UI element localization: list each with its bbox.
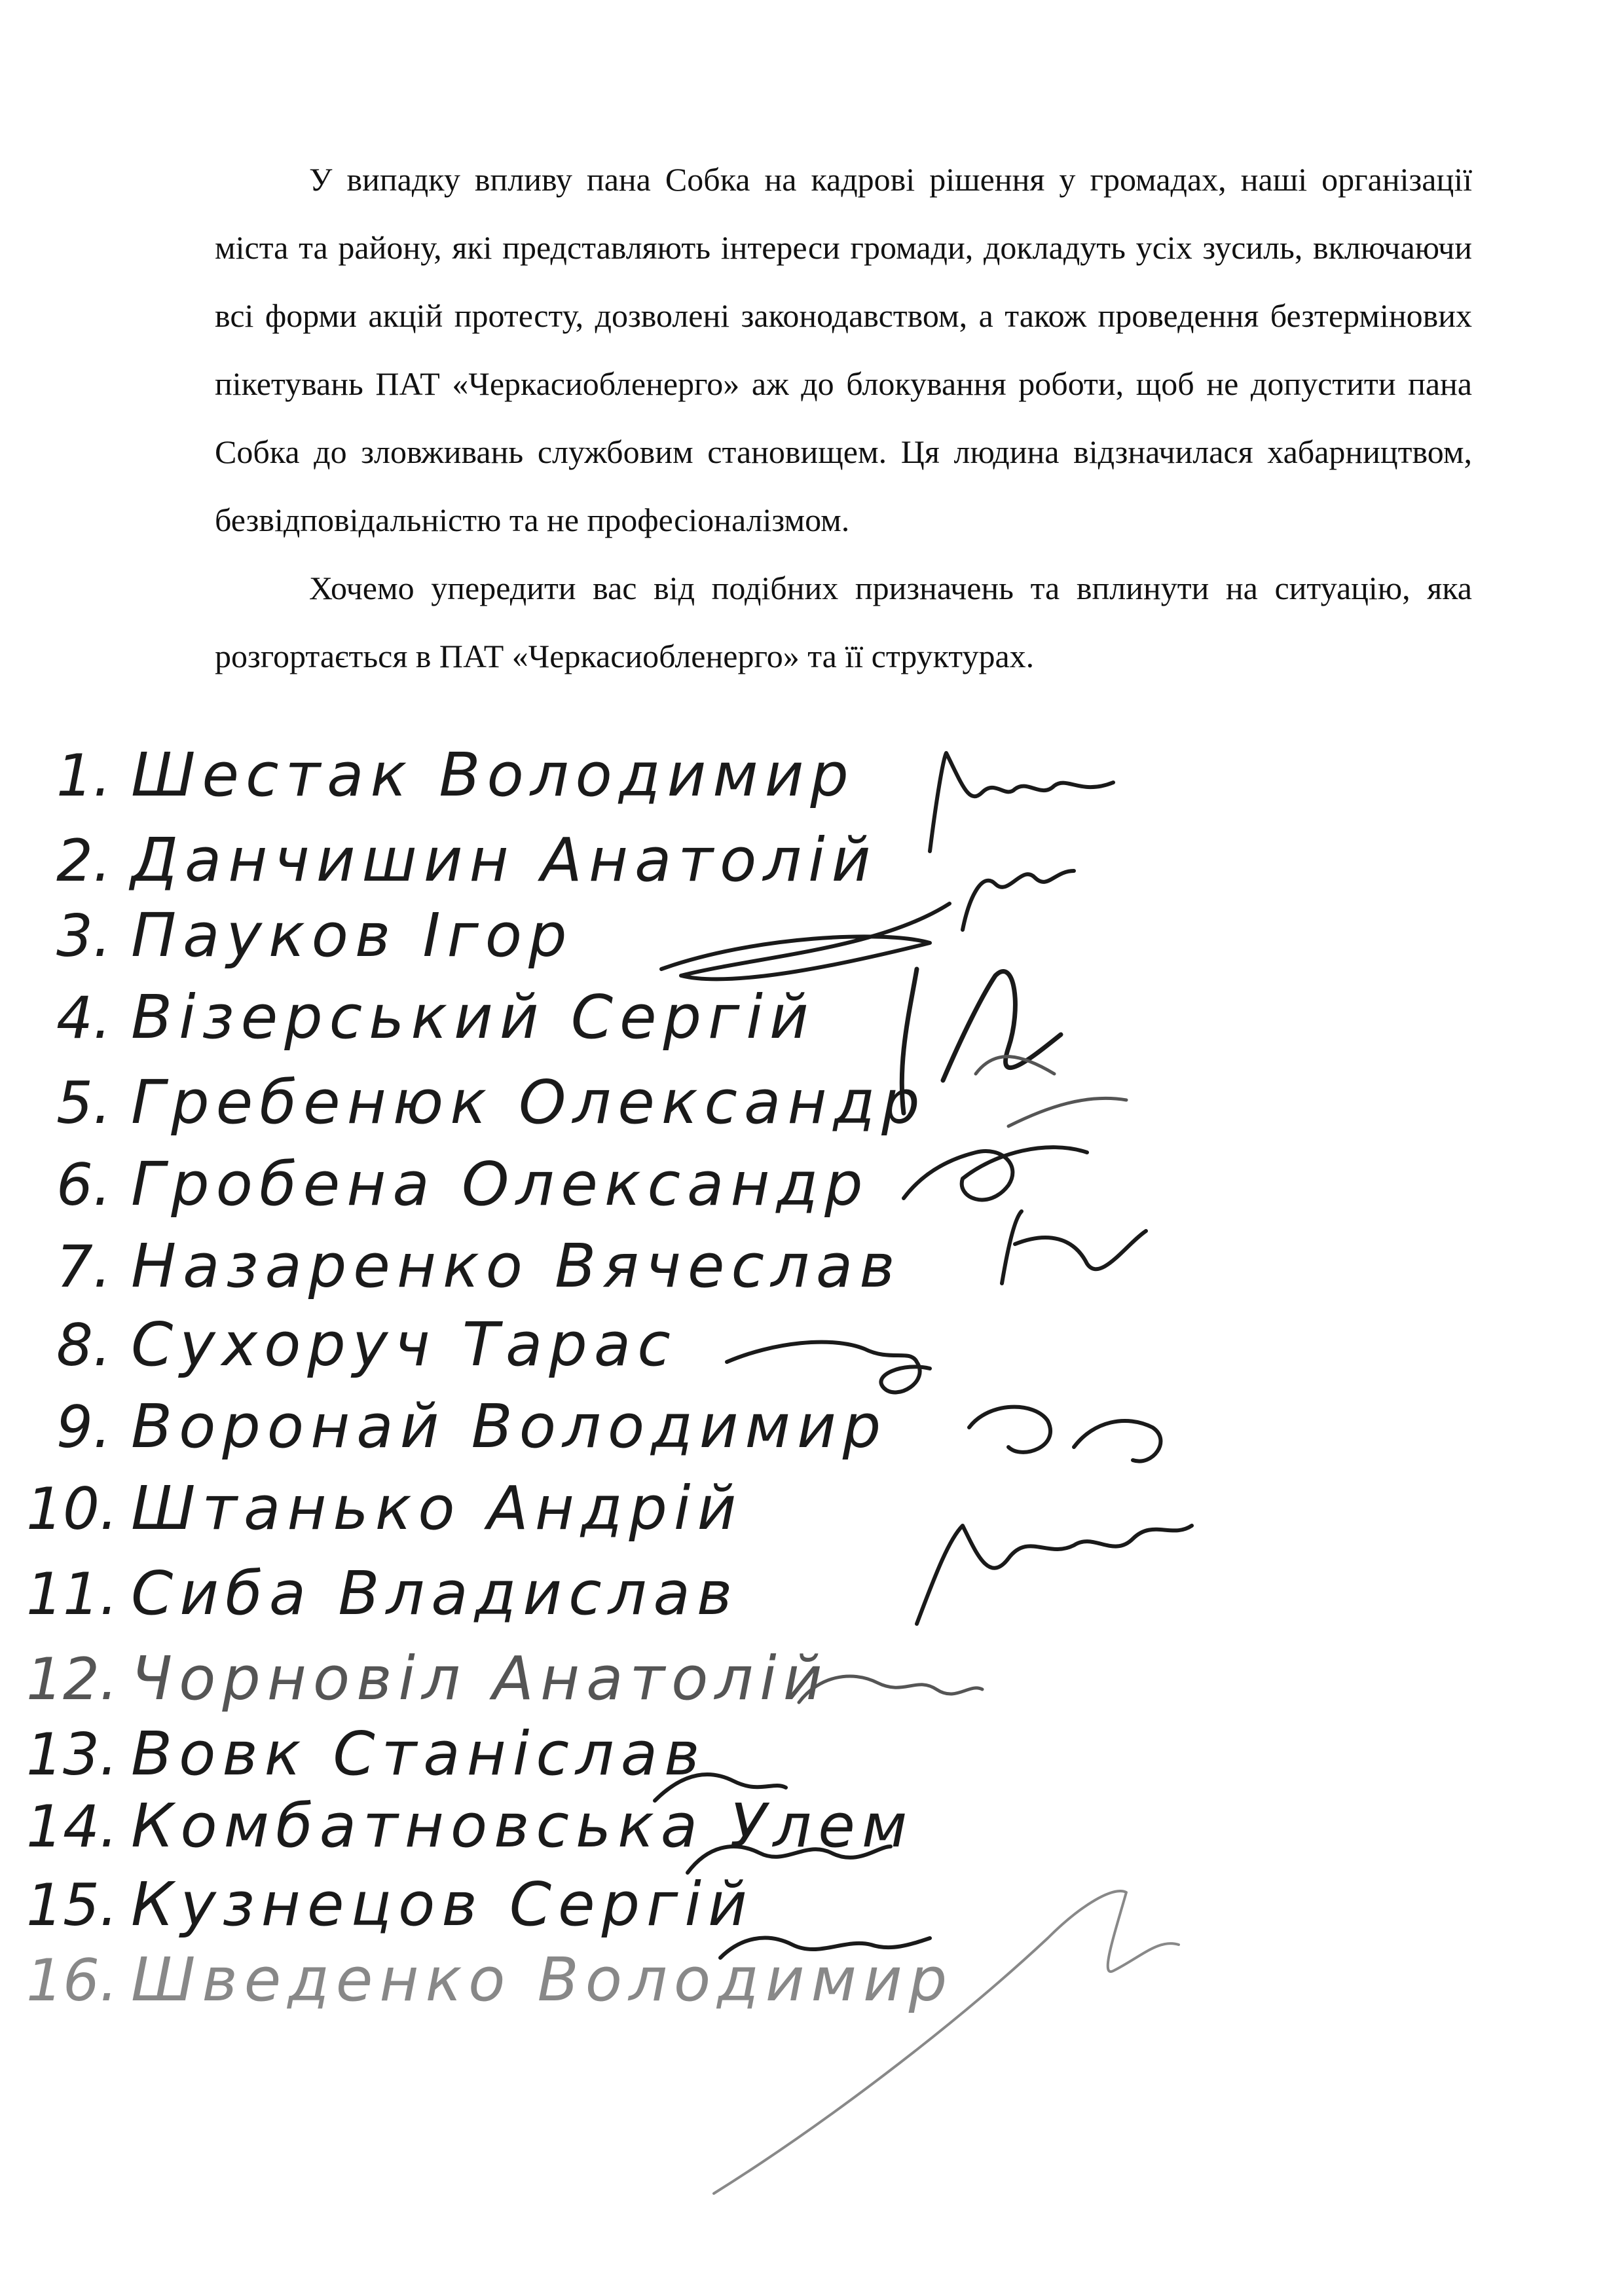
signatory-name: Шестак Володимир	[131, 740, 855, 810]
signatory-number: 2.	[56, 827, 111, 894]
signatory-number: 16.	[26, 1947, 118, 2014]
signatory-name: Гробена Олександр	[131, 1149, 870, 1219]
signatory-name: Сухоруч Тарас	[131, 1310, 677, 1380]
signatory-name: Назаренко Вячеслав	[131, 1231, 902, 1301]
paragraph-2: Хочемо упередити вас від подібних призначень та вплинути на ситуацію, яка розгортається в ПАТ «Черкасиобленерго» та її структурах.	[215, 570, 1472, 674]
signatory-name: Чорновіл Анатолій	[131, 1643, 829, 1714]
signature-15	[720, 1938, 930, 1958]
signature-5	[976, 1057, 1126, 1126]
signatory-number: 5.	[56, 1069, 111, 1137]
signatory-number: 9.	[56, 1393, 111, 1461]
signature-6	[904, 1147, 1087, 1200]
signatory-name: Данчишин Анатолій	[131, 825, 877, 895]
paragraph-1: У випадку впливу пана Собка на кадрові рішення у громадах, наші організації міста та району, які представляють інтереси громади, докладуть усіх зусиль, включаючи всі форми акцій протесту, дозволені законодавством, а також проведення безтермінових пікетувань ПАТ «Черкасиобленерго» аж до блокування роботи, щоб не допустити пана Собка до зловживань службовим становищем. Ця людина відзначилася хабарництвом, безвідповідальністю та не професіоналізмом.	[215, 161, 1472, 538]
signatory-name: Штанько Андрій	[131, 1473, 743, 1543]
signatory-number: 7.	[56, 1233, 111, 1300]
signatory-number: 6.	[56, 1151, 111, 1219]
signature-9	[969, 1407, 1160, 1461]
signatory-number: 15.	[26, 1871, 118, 1939]
signature-1	[930, 753, 1113, 851]
signature-4	[902, 969, 1061, 1113]
signatory-number: 1.	[56, 742, 111, 809]
signatory-number: 3.	[56, 902, 111, 970]
signatory-number: 8.	[56, 1312, 111, 1379]
signatory-name: Комбатновська Улем	[131, 1791, 914, 1861]
signatory-name: Шведенко Володимир	[131, 1945, 954, 2015]
signatory-name: Вовк Станіслав	[131, 1719, 707, 1789]
signatory-number: 13.	[26, 1721, 118, 1788]
signature-7	[1002, 1211, 1146, 1283]
signature-16	[714, 1891, 1179, 2194]
signatory-number: 12.	[26, 1645, 118, 1713]
signatory-name: Воронай Володимир	[131, 1391, 888, 1461]
signatory-name: Візерський Сергій	[131, 982, 815, 1052]
signatory-number: 11.	[26, 1560, 118, 1628]
signatory-number: 14.	[26, 1793, 118, 1860]
signature-14	[688, 1846, 891, 1873]
signatory-number: 10.	[26, 1475, 118, 1543]
signature-10	[917, 1526, 1192, 1624]
signatory-name: Гребенюк Олександр	[131, 1067, 927, 1137]
signature-8	[727, 1342, 930, 1393]
signature-3	[661, 904, 950, 979]
signatory-name: Сиба Владислав	[131, 1558, 739, 1628]
signature-13	[655, 1774, 786, 1801]
signatory-name: Пауков Ігор	[131, 900, 574, 970]
signature-2	[963, 871, 1074, 930]
signature-12	[799, 1676, 982, 1702]
signatory-number: 4.	[56, 984, 111, 1052]
signatory-name: Кузнецов Сергій	[131, 1869, 754, 1939]
